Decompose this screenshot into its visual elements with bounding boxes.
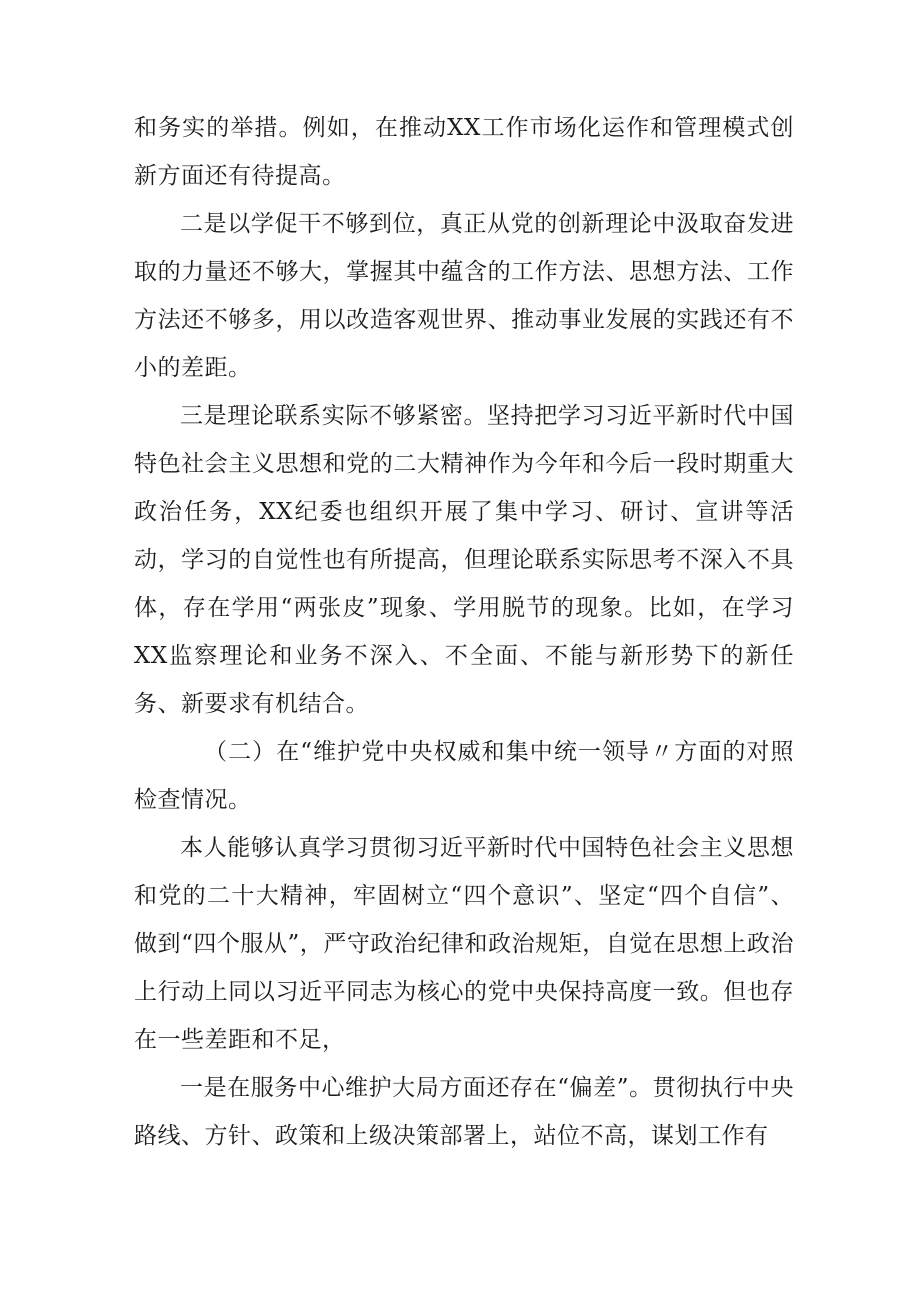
section-heading-two: （二）在“维护党中央权威和集中统一领导〃方面的对照检查情况。 <box>134 739 794 813</box>
paragraph-point-one: 一是在服务中心维护大局方面还存在“偏差”。贯彻执行中央路线、方针、政策和上级决策部署上，站位不高，谋划工作有 <box>134 1075 794 1149</box>
paragraph-continuation: 和务实的举措。例如，在推动XX工作市场化运作和管理模式创新方面还有待提高。 <box>134 115 794 189</box>
paragraph-point-three: 三是理论联系实际不够紧密。坚持把学习习近平新时代中国特色社会主义思想和党的二大精神作为今年和今后一段时期重大政治任务，XX纪委也组织开展了集中学习、研讨、宣讲等活动，学习的自觉性也有所提高，但理论联系实际思考不深入不具体，存在学用“两张皮”现象、学用脱节的现象。比如，在学习XX监察理论和业务不深入、不全面、不能与新形势下的新任务、新要求有机结合。 <box>134 403 794 717</box>
paragraph-self-assessment: 本人能够认真学习贯彻习近平新时代中国特色社会主义思想和党的二十大精神，牢固树立“四个意识”、坚定“四个自信”、做到“四个服从”，严守政治纪律和政治规矩，自觉在思想上政治上行动上同以习近平同志为核心的党中央保持高度一致。但也存在一些差距和不足， <box>134 835 794 1053</box>
paragraph-point-two: 二是以学促干不够到位，真正从党的创新理论中汲取奋发进取的力量还不够大，掌握其中蕴含的工作方法、思想方法、工作方法还不够多，用以改造客观世界、推动事业发展的实践还有不小的差距。 <box>134 211 794 381</box>
